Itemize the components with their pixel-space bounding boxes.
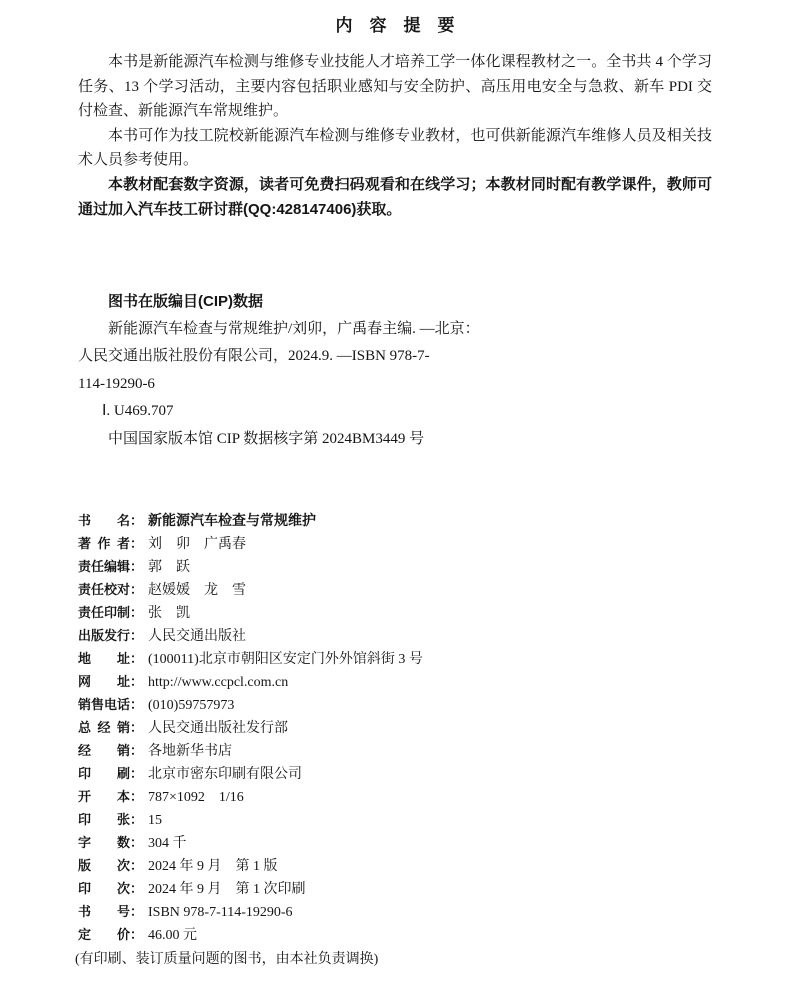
row-label: 网址	[78, 674, 130, 690]
colophon-row-website	[78, 671, 712, 694]
row-value: 张 凯	[148, 606, 191, 622]
row-label: 印次	[78, 881, 130, 897]
row-colon: ：	[130, 720, 144, 736]
colophon-row-printer	[78, 763, 712, 786]
row-colon: ：	[130, 651, 144, 667]
row-colon: ：	[130, 835, 144, 851]
row-label: 地址	[78, 651, 130, 667]
row-value: 2024 年 9 月 第 1 次印刷	[148, 882, 306, 898]
row-colon: ：	[130, 927, 144, 943]
colophon-row-distributor	[78, 740, 712, 763]
row-label: 销售电话	[78, 697, 131, 713]
cip-line: 中国国家版本馆 CIP 数据核字第 2024BM3449 号	[108, 430, 425, 447]
row-colon: ：	[130, 743, 144, 759]
row-value: 北京市密东印刷有限公司	[148, 767, 303, 783]
row-value: (100011)北京市朝阳区安定门外外馆斜街 3 号	[148, 652, 423, 668]
row-colon: ：	[130, 628, 144, 644]
cip-data-block	[78, 288, 712, 453]
row-colon: ：	[130, 674, 144, 690]
reprint-note: (有印刷、装订质量问题的图书，由本社负责调换)	[75, 952, 379, 968]
colophon-row-edition	[78, 855, 712, 878]
row-colon: ：	[130, 559, 144, 575]
row-label: 著作者	[78, 536, 130, 552]
row-label: 责任印制	[78, 605, 131, 621]
cip-line: 新能源汽车检查与常规维护/刘卯，广禹春主编. —北京：	[108, 320, 480, 337]
colophon-row-isbn	[78, 901, 712, 924]
cip-line: Ⅰ. U469.707	[102, 403, 174, 420]
row-value: 2024 年 9 月 第 1 版	[148, 859, 278, 875]
row-label: 书号	[78, 904, 130, 920]
content-summary	[78, 50, 712, 222]
row-label: 开本	[78, 789, 130, 805]
row-label: 印刷	[78, 766, 130, 782]
colophon-row-address	[78, 648, 712, 671]
colophon-row-sheets	[78, 809, 712, 832]
row-label: 经销	[78, 743, 130, 759]
row-label: 总经销	[78, 720, 130, 736]
colophon-list	[78, 509, 712, 947]
row-value: 787×1092 1/16	[148, 790, 244, 806]
colophon-row-sales-phone	[78, 694, 712, 717]
row-label: 版次	[78, 858, 130, 874]
row-value: 郭 跃	[148, 560, 191, 576]
page-title: 内 容 提 要	[335, 16, 455, 35]
colophon-row-general-distributor	[78, 717, 712, 740]
row-colon: ：	[130, 881, 144, 897]
row-colon: ：	[130, 605, 144, 621]
row-colon: ：	[130, 513, 144, 529]
row-value: 15	[148, 813, 163, 829]
colophon-row-authors	[78, 533, 712, 556]
colophon-row-print-supervisor	[78, 602, 712, 625]
summary-paragraph-2: 本书可作为技工院校新能源汽车检测与维修专业教材，也可供新能源汽车维修人员及相关技术人员参考使用。	[78, 127, 712, 169]
copyright-page	[0, 14, 790, 983]
colophon-row-word-count	[78, 832, 712, 855]
row-value: 刘 卯 广禹春	[148, 537, 247, 553]
row-colon: ：	[130, 789, 144, 805]
row-label: 责任编辑	[78, 559, 131, 575]
colophon-row-impression	[78, 878, 712, 901]
row-colon: ：	[130, 697, 144, 713]
cip-line: 114-19290-6	[78, 375, 155, 392]
row-value: 人民交通出版社发行部	[148, 721, 289, 737]
row-colon: ：	[130, 904, 144, 920]
colophon-row-price	[78, 924, 712, 947]
row-value: 304 千	[148, 836, 187, 852]
row-colon: ：	[130, 812, 144, 828]
colophon-row-proofreaders	[78, 579, 712, 602]
row-value: 各地新华书店	[148, 744, 233, 760]
colophon-row-publisher	[78, 625, 712, 648]
row-value: 46.00 元	[148, 928, 198, 944]
row-label: 书名	[78, 513, 130, 529]
summary-paragraph-1: 本书是新能源汽车检测与维修专业技能人才培养工学一体化课程教材之一。全书共 4 个学习任务、13 个学习活动，主要内容包括职业感知与安全防护、高压用电安全与急救、新车 PDI 交付检查、新能源汽车常规维护。	[78, 54, 712, 120]
row-colon: ：	[130, 582, 144, 598]
colophon-row-format	[78, 786, 712, 809]
row-value: 赵媛媛 龙 雪	[148, 583, 247, 599]
row-colon: ：	[130, 858, 144, 874]
colophon-row-book-title	[78, 509, 712, 533]
row-colon: ：	[130, 536, 144, 552]
row-label: 出版发行	[78, 628, 131, 644]
summary-paragraph-3: 本教材配套数字资源，读者可免费扫码观看和在线学习；本教材同时配有教学课件，教师可通过加入汽车技工研讨群(QQ:428147406)获取。	[78, 175, 712, 218]
row-value: (010)59757973	[148, 698, 235, 714]
row-label: 字数	[78, 835, 130, 851]
row-label: 责任校对	[78, 582, 131, 598]
row-value: 新能源汽车检查与常规维护	[148, 512, 317, 529]
row-value: ISBN 978-7-114-19290-6	[148, 905, 293, 921]
row-value: 人民交通出版社	[148, 629, 247, 645]
colophon-row-editor	[78, 556, 712, 579]
row-colon: ：	[130, 766, 144, 782]
cip-line: 人民交通出版社股份有限公司，2024.9. —ISBN 978-7-	[78, 348, 430, 365]
row-value: http://www.ccpcl.com.cn	[148, 675, 289, 691]
row-label: 定价	[78, 927, 130, 943]
row-label: 印张	[78, 812, 130, 828]
cip-heading: 图书在版编目(CIP)数据	[108, 293, 263, 311]
